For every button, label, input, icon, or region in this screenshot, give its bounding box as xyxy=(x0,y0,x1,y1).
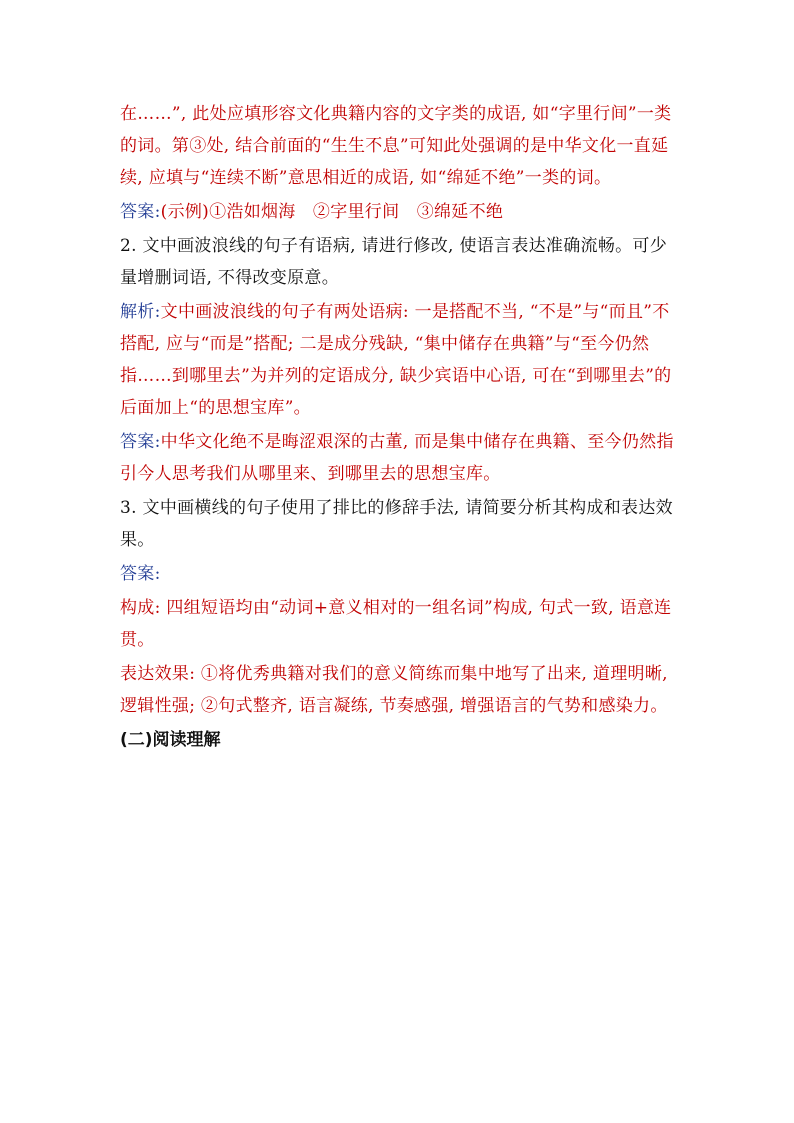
document-page xyxy=(120,98,680,773)
answer-label: 答案: xyxy=(120,432,161,452)
analysis-2 xyxy=(120,296,680,424)
section-heading: (二)阅读理解 xyxy=(120,730,221,750)
answer-label: 答案: xyxy=(120,202,161,222)
answer-text: 中华文化绝不是晦涩艰深的古董, 而是集中储存在典籍、至今仍然指引今人思考我们从哪里来、到哪里去的思想宝库。 xyxy=(120,432,674,484)
analysis-text: 文中画波浪线的句子有两处语病: 一是搭配不当, “不是”与“而且”不搭配, 应与“而是”搭配; 二是成分残缺, “集中储存在典籍”与“至今仍然指……到哪里去”为并列的定语成分, 缺少宾语中心语, 可在“到哪里去”的后面加上“的思想宝库”。 xyxy=(120,302,672,418)
question-3: 3. 文中画横线的句子使用了排比的修辞手法, 请简要分析其构成和表达效果。 xyxy=(120,498,673,550)
answer-3-structure: 构成: 四组短语均由“动词+意义相对的一组名词”构成, 句式一致, 语意连贯。 xyxy=(120,598,672,650)
answer-3-effect: 表达效果: ①将优秀典籍对我们的意义简练而集中地写了出来, 道理明晰, 逻辑性强; ②句式整齐, 语言凝练, 节奏感强, 增强语言的气势和感染力。 xyxy=(120,664,668,716)
analysis-paragraph-continued: 在……”, 此处应填形容文化典籍内容的文字类的成语, 如“字里行间”一类的词。第③处, 结合前面的“生生不息”可知此处强调的是中华文化一直延续, 应填与“连续不断”意思相近的成语, 如“绵延不绝”一类的词。 xyxy=(120,104,672,188)
answer-2 xyxy=(120,426,680,490)
answer-3-label: 答案: xyxy=(120,564,161,584)
question-2: 2. 文中画波浪线的句子有语病, 请进行修改, 使语言表达准确流畅。可少量增删词语, 不得改变原意。 xyxy=(120,236,668,288)
analysis-label: 解析: xyxy=(120,302,161,322)
answer-text: (示例)①浩如烟海 ②字里行间 ③绵延不绝 xyxy=(160,202,504,222)
answer-1 xyxy=(120,196,680,228)
